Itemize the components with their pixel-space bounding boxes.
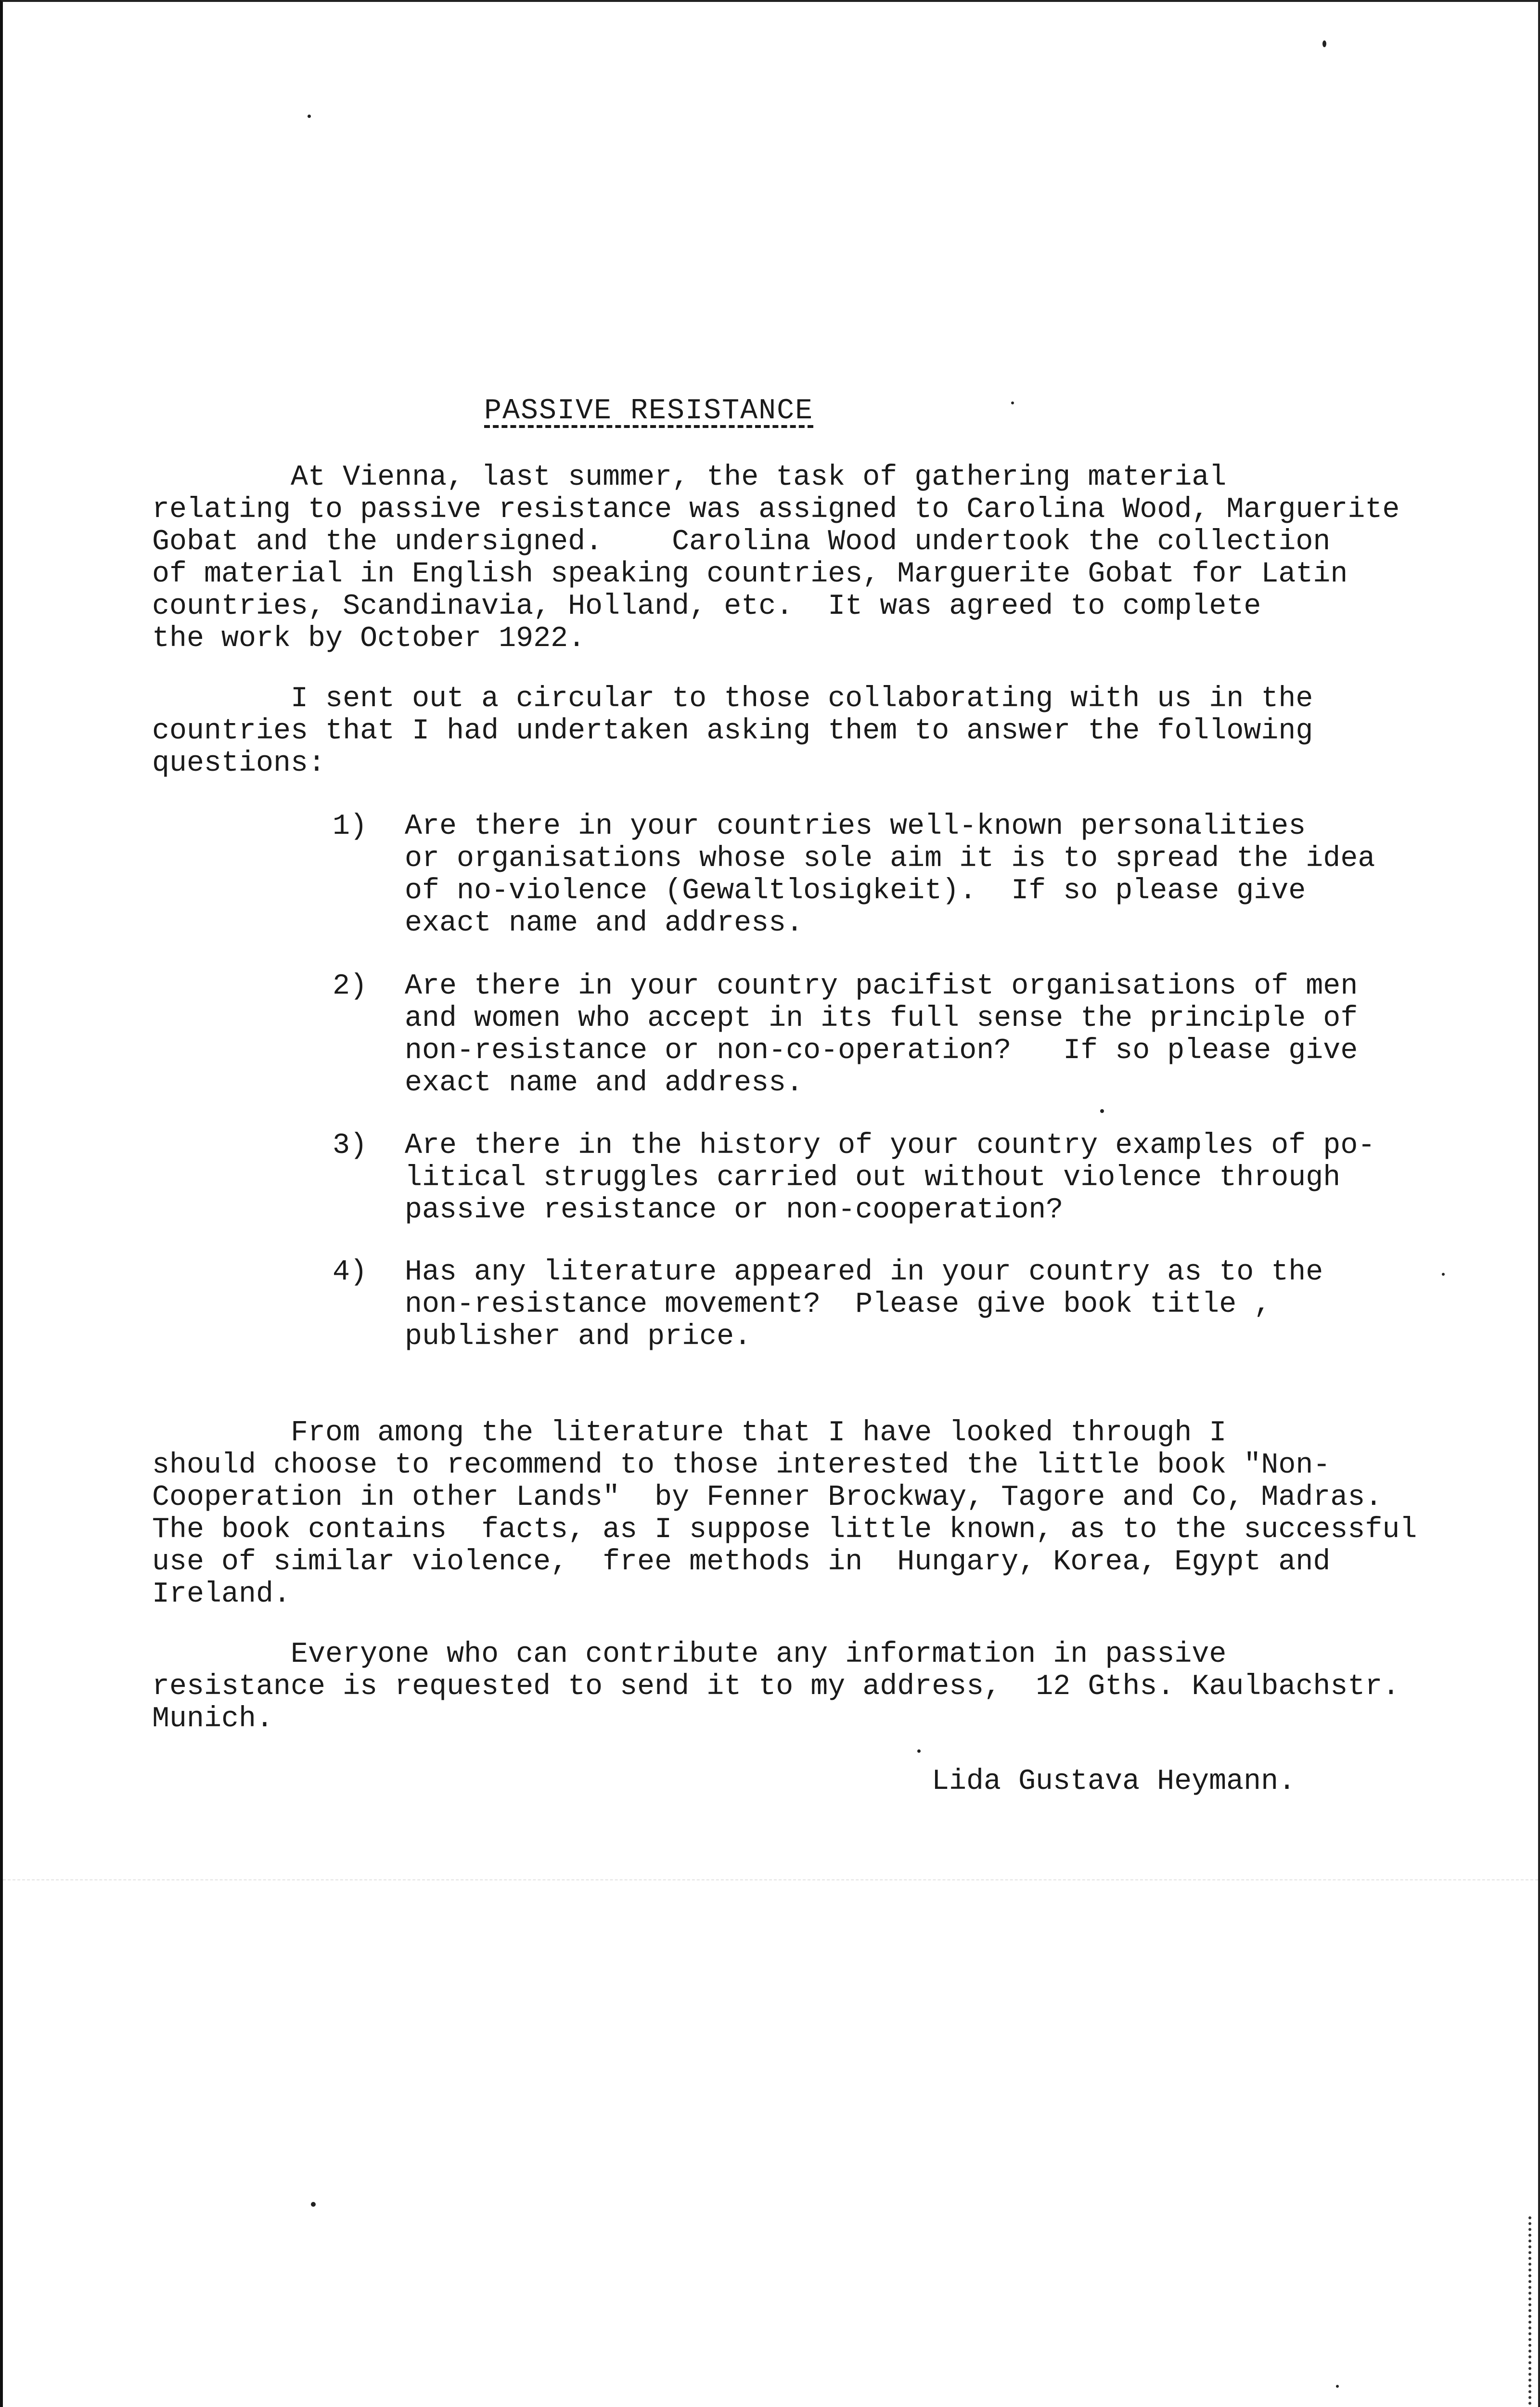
circular-paragraph: I sent out a circular to those collaborating with us in the countries that I had undertaken asking them to answer the following questions:	[152, 683, 1313, 780]
question-text: Has any literature appeared in your country as to the non-resistance movement? Please give book title , publisher and price.	[405, 1256, 1323, 1353]
intro-paragraph: At Vienna, last summer, the task of gathering material relating to passive resistance was assigned to Carolina Wood, Marguerite Gobat and the undersigned. Carolina Wood undertook the collection of material in English speaking countries, Marguerite Gobat for Latin countries, Scandinavia, Holland, etc. It was agreed to complete the work by October 1922.	[152, 461, 1400, 655]
recommendation-paragraph: From among the literature that I have looked through I should choose to recommend to those interested the little book "Non- Cooperation in other Lands" by Fenner Brockway, Tagore and Co, Madras. The book contains facts, as I suppose little known, as to the successful use of similar violence, free methods in Hungary, Korea, Egypt and Ireland.	[152, 1417, 1417, 1611]
document-title: PASSIVE RESISTANCE	[484, 395, 814, 427]
scan-speck	[1442, 1273, 1445, 1276]
request-paragraph: Everyone who can contribute any information in passive resistance is requested to send it to my address, 12 Gths. Kaulbachstr. Munich.	[152, 1638, 1400, 1735]
signature: Lida Gustava Heymann.	[932, 1765, 1296, 1798]
question-number: 3)	[333, 1129, 368, 1162]
edge-marks	[1480, 2216, 1531, 2407]
fold-line	[3, 1879, 1540, 1880]
question-text: Are there in your countries well-known personalities or organisations whose sole aim it is to spread the idea of no-violence (Gewaltlosigkeit). If so please give exact name and address.	[405, 810, 1375, 940]
question-number: 1)	[333, 810, 368, 843]
question-number: 4)	[333, 1256, 368, 1289]
question-number: 2)	[333, 970, 368, 1003]
scan-speck	[311, 2202, 316, 2207]
question-text: Are there in the history of your country examples of po- litical struggles carried out without violence through passive resistance or non-cooperation?	[405, 1129, 1375, 1227]
scan-speck	[1322, 40, 1326, 47]
scan-speck	[1336, 2385, 1339, 2388]
scan-speck	[1100, 1109, 1104, 1113]
scan-speck	[1011, 401, 1014, 404]
question-text: Are there in your country pacifist organisations of men and women who accept in its full sense the principle of non-resistance or non-co-operation? If so please give exact name and address.	[405, 970, 1358, 1100]
scan-speck	[917, 1749, 921, 1753]
scan-speck	[308, 115, 311, 118]
